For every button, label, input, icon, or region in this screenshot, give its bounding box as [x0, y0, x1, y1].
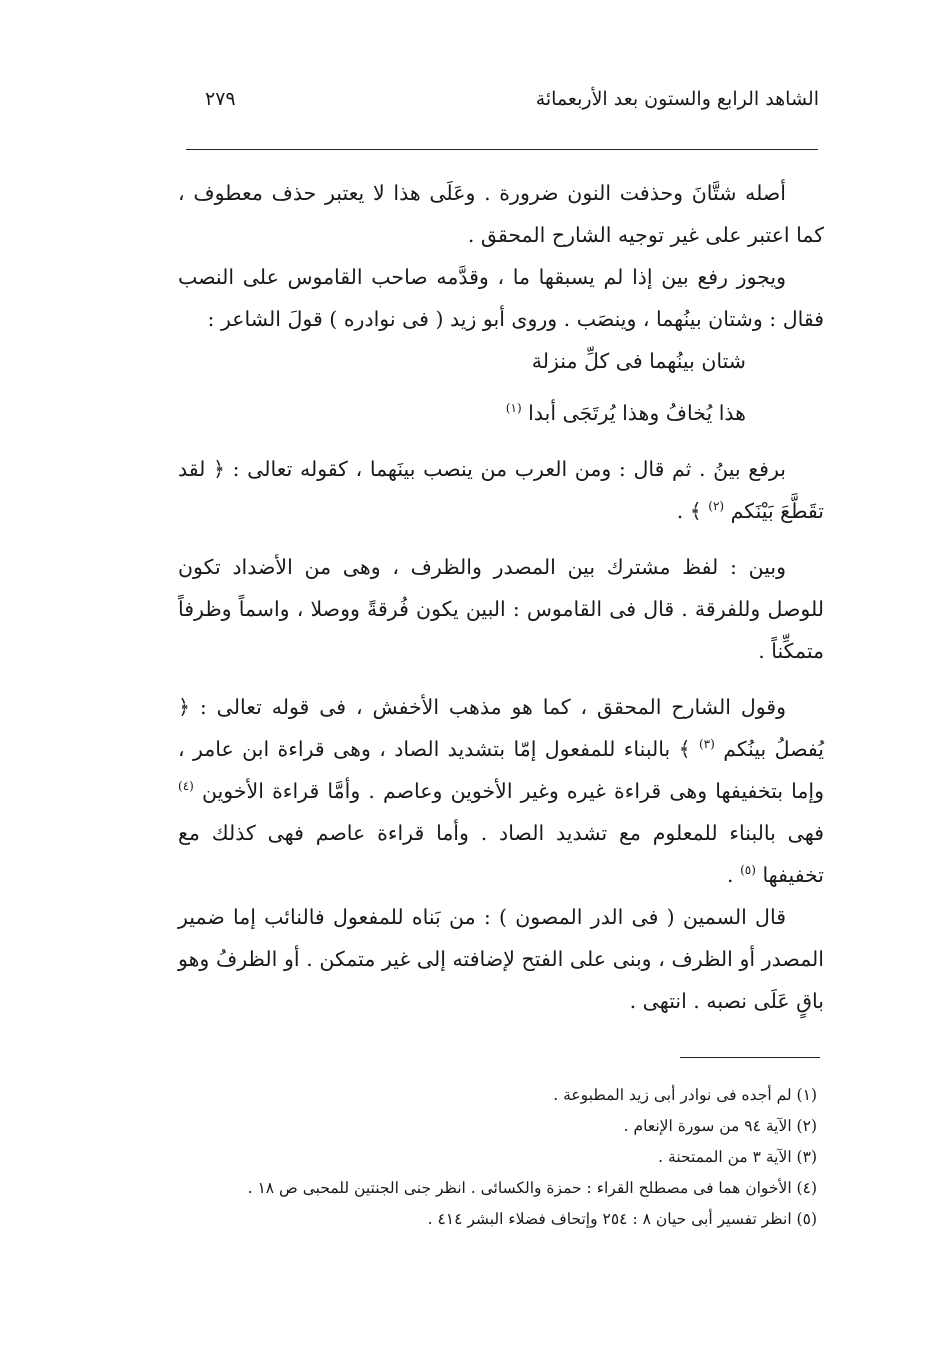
footnote-ref-3: (٣) [698, 737, 715, 752]
paragraph-4: وبين : لفظ مشترك بين المصدر والظرف ، وهى من الأضداد تكون للوصل وللفرقة . قال فى القاموس : البين يكون فُرقةً ووصلا ، واسماً وظرفاً متمكِّناً . [178, 555, 824, 663]
page-number: ٢٧٩ [205, 88, 236, 110]
verse-2-text: هذا يُخافُ وهذا يُرتَجَى أبدا [528, 401, 746, 425]
footnote-ref-5: (٥) [740, 863, 756, 878]
footnote-separator [680, 1057, 820, 1058]
paragraph-1: أصله شتَّانَ وحذفت النون ضرورة . وعَلَى هذا لا يعتبر حذف معطوف ، كما اعتبر على غير توجيه الشارح المحقق . [178, 181, 824, 247]
running-title: الشاهد الرابع والستون بعد الأربعمائة [535, 88, 819, 110]
footnote-5: (٥) انظر تفسير أبى حيان ٨ : ٢٥٤ وإتحاف فضلاء البشر ٤١٤ . [427, 1210, 817, 1228]
paragraph-6: قال السمين ( فى الدر المصون ) : من بَناه للمفعول فالنائب إما ضمير المصدر أو الظرف ، وبنى على الفتح لإضافته إلى غير متمكن . أو الظرفُ وهو باقٍ عَلَى نصبه . انتهى . [178, 905, 824, 1013]
paragraph-5-text-a: وقول الشارح المحقق ، كما هو مذهب الأخفش ، فى قوله تعالى : ﴿ يُفصلُ بينُكم [178, 695, 824, 761]
body-text [178, 172, 824, 1022]
paragraph-2: ويجوز رفع بين إذا لم يسبقها ما ، وقدَّمه صاحب القاموس على النصب فقال : وشتان بينُهما ، وينصَب . وروى أبو زيد ( فى نوادره ) قولَ الشاعر : [178, 265, 824, 331]
paragraph-3-end: ﴾ . [676, 499, 702, 523]
footnote-2: (٢) الآية ٩٤ من سورة الإنعام . [623, 1117, 817, 1135]
footnote-1: (١) لم أجده فى نوادر أبى زيد المطبوعة . [553, 1086, 817, 1104]
paragraph-3 [178, 448, 824, 532]
footnote-3: (٣) الآية ٣ من الممتحنة . [658, 1148, 817, 1166]
paragraph-5 [178, 686, 824, 896]
footnote-ref-1: (١) [505, 401, 522, 416]
footnote-ref-2: (٢) [708, 499, 725, 514]
poetry-verse-1: شتان بينُهما فى كلِّ منزلة [531, 349, 746, 373]
footnote-ref-4: (٤) [178, 779, 194, 794]
footnotes [177, 1080, 817, 1235]
footnote-4: (٤) الأخوان هما فى مصطلح القراء : حمزة والكسائى . انظر جنى الجنتين للمحبى ص ١٨ . [247, 1179, 817, 1197]
poetry-verse-2 [178, 392, 824, 434]
paragraph-5-end: . [727, 863, 734, 887]
paragraph-3-text: برفع بينُ . ثم قال : ومن العرب من ينصب بينَهما ، كقوله تعالى : ﴿ لقد تقَطَّعَ بَيْنَكم [178, 457, 824, 523]
paragraph-5-text-c: فهى بالبناء للمعلوم مع تشديد الصاد . وأما قراءة عاصم فهى كذلك مع تخفيفها [178, 821, 824, 887]
paragraph-5-text-b: ﴾ بالبناء للمفعول إمّا بتشديد الصاد ، وهى قراءة ابن عامر ، وإما بتخفيفها وهى قراءة غيره وغير الأخوين وعاصم . وأمَّا قراءة الأخوين [178, 737, 824, 803]
header-rule [186, 149, 818, 150]
